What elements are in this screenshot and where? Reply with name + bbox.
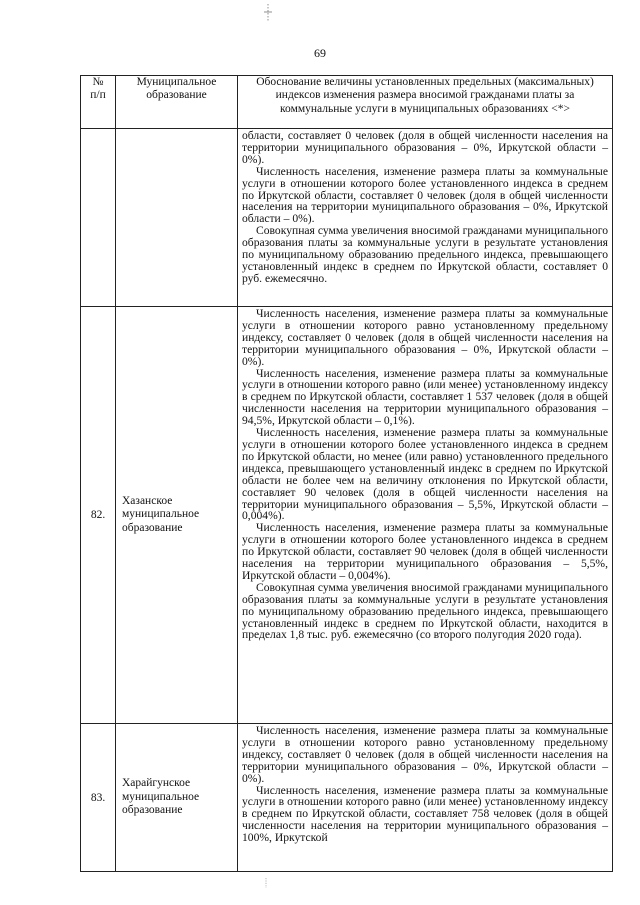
page-number: 69 bbox=[314, 46, 326, 60]
row-justification bbox=[238, 724, 613, 872]
row-justification bbox=[238, 129, 613, 307]
paragraph: Численность населения, изменение размера платы за коммунальные услуги в отношении которого более установленного индекса в среднем по Иркутской области, составляет 0 человек (доля в общей численности населения на территории муниципального образования – 0%, Иркутской области – 0%). bbox=[242, 164, 608, 226]
row-number: 83. bbox=[81, 724, 116, 872]
header-justification: Обоснование величины установленных предельных (максимальных) индексов изменения размера вносимой гражданами платы за коммунальные услуги в муниципальных образованиях <*> bbox=[238, 76, 613, 129]
paragraph: Численность населения, изменение размера платы за коммунальные услуги в отношении которого равно (или менее) установленному индексу в среднем по Иркутской области, составляет 758 человек (доля в общей численности населения на территории муниципального образования – 100%, Иркутской bbox=[242, 783, 608, 845]
table-row bbox=[81, 307, 613, 724]
paragraph: Численность населения, изменение размера платы за коммунальные услуги в отношении которого более установленного индекса в среднем по Иркутской области, но менее (или равно) установленного предельного индекса, превышающего установленный индекс в среднем по Иркутской области не более чем на величину отклонения по Иркутской области, составляет 90 человек (доля в общей численности населения на территории муниципального образования – 5,5%, Иркутской области – 0,004%). bbox=[242, 426, 608, 523]
binding-mark-icon bbox=[262, 4, 274, 22]
row-number: 82. bbox=[81, 307, 116, 724]
binding-mark-icon bbox=[262, 878, 270, 888]
header-number bbox=[81, 76, 116, 129]
row-municipality: Хазанское муниципальное образование bbox=[116, 307, 238, 724]
paragraph: Численность населения, изменение размера платы за коммунальные услуги в отношении которого равно установленному предельному индексу, составляет 0 человек (доля в общей численности населения на территории муниципального образования – 0%, Иркутской области – 0%). bbox=[242, 724, 608, 785]
row-number bbox=[81, 129, 116, 307]
table-row bbox=[81, 129, 613, 307]
row-municipality bbox=[116, 129, 238, 307]
header-municipality-line1: Муниципальное bbox=[136, 76, 217, 88]
paragraph: Численность населения, изменение размера платы за коммунальные услуги в отношении которого равно установленному предельному индексу, составляет 0 человек (доля в общей численности населения на территории муниципального образования – 0%, Иркутской области – 0%). bbox=[242, 307, 608, 368]
header-number-line1: № bbox=[92, 76, 104, 88]
paragraph: области, составляет 0 человек (доля в общей численности населения на территории муниципального образования – 0%, Иркутской области – 0%). bbox=[242, 129, 608, 166]
paragraph: Численность населения, изменение размера платы за коммунальные услуги в отношении которого более установленного индекса в среднем по Иркутской области, составляет 90 человек (доля в общей численности населения на территории муниципального образования – 5,5%, Иркутской области – 0,004%). bbox=[242, 521, 608, 582]
paragraph: Численность населения, изменение размера платы за коммунальные услуги в отношении которого равно (или менее) установленному индексу в среднем по Иркутской области, составляет 1 537 человек (доля в общей численности населения на территории муниципального образования – 94,5%, Иркутской области – 0,1%). bbox=[242, 366, 608, 428]
paragraph: Совокупная сумма увеличения вносимой гражданами муниципального образования платы за коммунальные услуги в результате установления по муниципальному образованию предельного индекса, превышающего установленный индекс в среднем по Иркутской области, находится в пределах 1,8 тыс. руб. ежемесячно (со второго полугодия 2020 года). bbox=[242, 580, 608, 642]
table-header-row bbox=[81, 76, 613, 129]
header-municipality-line2: образование bbox=[146, 89, 207, 102]
row-justification bbox=[238, 307, 613, 724]
table-row bbox=[81, 724, 613, 872]
header-number-line2: п/п bbox=[90, 89, 106, 102]
row-municipality: Харайгунское муниципальное образование bbox=[116, 724, 238, 872]
paragraph: Совокупная сумма увеличения вносимой гражданами муниципального образования платы за коммунальные услуги в результате установления по муниципальному образованию предельного индекса, превышающего установленный индекс в среднем по Иркутской области, составляет 0 руб. ежемесячно. bbox=[242, 224, 608, 285]
justification-table bbox=[80, 75, 613, 872]
header-municipality bbox=[116, 76, 238, 129]
